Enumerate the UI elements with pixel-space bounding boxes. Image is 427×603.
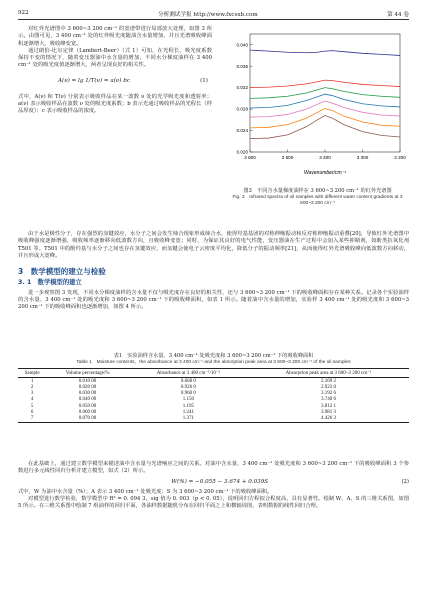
x-tick-label: 3 300 — [356, 155, 369, 160]
y-tick-label: 0.020 — [236, 149, 248, 155]
table-header-cell: Absorbance at 3 400 cm⁻¹/10⁻² — [129, 369, 248, 378]
figure-caption-cn: 图3 不同含水量梯度油样在 3 600~3 200 cm⁻¹ 的红外光谱图 — [243, 188, 392, 194]
equation-body: A(ν) = lg 1/T(ν) = a(ν) bc — [58, 78, 130, 85]
table-cell: 0.960 0 — [180, 391, 196, 397]
paragraph: 对模型进行数学检验，数学模型中 R² = 0. 094 3，sig 值为 0. 003（p < 0. 05），说明回归方程拟合程度高，具有显著性。绘制 W、A、S 的三维关系图，如图 5 所示。在三维关系图中绘制 7 组油样的回归平面，各油样数据随机分布在回归平面之上和横轴周围，表明数据的线性回归合理。 — [18, 496, 409, 510]
table-header-cell: Volume percentage/% — [46, 369, 129, 378]
page-header — [18, 10, 409, 20]
table-cell: 3.192 6 — [320, 391, 336, 397]
journal-name: 分析测试学报 http://www.fxcsxb.com — [158, 12, 258, 18]
volume-label: 第 44 卷 — [387, 12, 409, 18]
series-line-3 — [250, 88, 400, 99]
table-cell: 3.812 1 — [320, 403, 336, 409]
table-cell: 1.195 — [182, 403, 195, 409]
table-cell: 0.020 00 — [78, 384, 97, 390]
table-cell: 1.371 — [182, 415, 195, 421]
body-text — [18, 231, 409, 312]
table-title-cn: 表1 实验油样含水量、3 400 cm⁻¹ 处吸光度和 3 600~3 200 cm⁻¹ 下的吸收峰面积 — [113, 353, 314, 359]
table-header-cell: Sample — [18, 369, 46, 378]
table-row — [18, 415, 409, 422]
table-cell: 3.981 3 — [320, 409, 336, 415]
paragraph: 对红外光谱图中 3 600~3 200 cm⁻¹ 的宽谱带进行局部放大处理，如图 3 所示。由图可见，3 400 cm⁻¹ 处的红外吸光度随油含水量增加，并且光谱吸收峰面积逐渐增大，吸收峰变宽。 — [18, 26, 212, 47]
page-number: 922 — [18, 10, 29, 16]
x-axis-label: Wavenumber/cm⁻¹ — [303, 170, 347, 176]
table-cell: 3.740 6 — [320, 397, 336, 403]
table-1 — [18, 353, 409, 423]
table-cell: 0.668 0 — [180, 378, 196, 384]
table-cell: 3 — [30, 391, 34, 397]
spectrum-chart — [226, 30, 409, 180]
series-line-2 — [250, 80, 400, 88]
table-row — [18, 378, 409, 385]
x-tick-label: 3 400 — [319, 155, 331, 160]
table-cell: 2 — [30, 384, 34, 390]
x-tick-label: 3 600 — [244, 155, 256, 160]
table-cell: 7 — [30, 415, 34, 421]
body-text-lower — [18, 461, 409, 511]
series-line-6 — [250, 109, 400, 128]
data-table — [18, 368, 409, 422]
equation-number: (2) — [401, 478, 409, 485]
table-cell: 2.169 2 — [320, 378, 336, 384]
paragraph: 由于水是极性分子，存在强烈的氢键效应，水分子之间会发生缔合现象形成缔合水，使得羟基基团的对称伸缩振动和反对称伸缩振动重叠[20]，导致红外光谱图中吸收峰强度逐渐增强，吸收频率逐渐移向低波数方向，且吸收峰变宽；同时，为保证其良好的电气性能，变压器油在生产过程中会加入某些抑制剂，如酚类抗氧化剂 T501 等。T501 中的酚羟基与水分子之间也存在氢键效应，而氢键会使电子云密度平均化，降低分子的振动频率[21]，从而使得红外光谱吸收峰向低波数方向移动，并且形成大宽峰。 — [18, 231, 409, 259]
y-tick-label: 0.024 — [236, 128, 248, 134]
table-cell: 0.050 00 — [78, 403, 97, 409]
subsection-heading: 3. 1 数学模型的建立 — [18, 279, 82, 287]
table-cell: 0.060 00 — [78, 409, 97, 415]
equation-1 — [18, 70, 212, 94]
table-cell: 5 — [30, 403, 34, 409]
table-cell: 1 — [30, 378, 34, 384]
table-cell: 0.070 00 — [78, 415, 97, 421]
equation-2 — [18, 479, 409, 486]
table-title-en: Table 1 Moisture contents，the absorbance at 3 400 cm⁻¹ and the absorption peak area at 3 600~3 200 cm⁻¹ of the oil samples — [76, 360, 351, 365]
table-cell: 0.010 00 — [78, 378, 97, 384]
paragraph: 进一步观察图 3 发现，不同水分梯度油样的含水量不仅与吸光度存在良好的相关性，还与 3 600~3 200 cm⁻¹ 下的吸收峰面积存在某种关系。记录各个实验油样的含水量、3 400 cm⁻¹ 处的吸光度和 3 600~3 200 cm⁻¹ 下的吸收峰面积，如表 1 所示。随着油中含水量的增加，实验样 3 400 cm⁻¹ 处的吸光度和 3 600~3 200 cm⁻¹ 下的吸收峰面积也逐渐增加，如图 4 所示。 — [18, 289, 409, 311]
equation-body: W(%) = −0.055 − 3.674 + 0.039S — [171, 478, 269, 485]
series-line-1 — [250, 50, 400, 55]
table-cell: 4.426 3 — [320, 415, 336, 421]
table-cell: 4 — [30, 397, 34, 403]
y-tick-label: 0.040 — [236, 42, 248, 48]
equation-number: (1) — [200, 78, 208, 85]
figure-3 — [226, 30, 409, 226]
figure-caption-en: Fig. 3 Infrared spectra of oil samples with different water content gradients at 3 600~3 200 cm⁻¹ — [232, 195, 403, 207]
table-cell: 6 — [30, 409, 34, 415]
y-tick-label: 0.032 — [236, 85, 248, 91]
paragraph: 式中，W 为油中水含量（%）；A 表示 3 400 cm⁻¹ 处吸光度；S 为 3 600~3 200 cm⁻¹ 下的吸收峰面积。 — [18, 488, 273, 495]
series-line-5 — [250, 101, 400, 117]
paragraph: 式中，A(ν) 和 T(ν) 分别表示吸收样品在某一波数 ν 处的光学吸光度和透射率；a(ν) 表示吸收样品在波数 ν 处的吸光度系数；b 表示光通过吸收样品的光程长（样品厚度）；c 表示吸收样品的浓度。 — [18, 93, 212, 115]
y-tick-label: 0.036 — [236, 63, 248, 69]
table-header-cell: Absorption peak area at 3 600~3 200 cm⁻¹ — [248, 369, 409, 378]
left-column — [18, 26, 212, 116]
table-cell: 0.030 00 — [78, 391, 97, 397]
paragraph: 在此基础上，通过建立数学模型来描述油中含水量与光谱响应之间的关系。对油中含水量、3 400 cm⁻¹ 处吸光度和 3 600~3 200 cm⁻¹ 下的吸收峰面积 3 个参数进行多元线性回归分析并建立模型，如式（2）所示。 — [18, 461, 409, 475]
table-cell: 1.150 — [182, 397, 195, 403]
x-tick-label: 3 500 — [281, 155, 294, 160]
table-cell: 0.040 00 — [78, 397, 97, 403]
x-tick-label: 3 200 — [394, 155, 406, 160]
table-cell: 2.923 0 — [320, 384, 336, 390]
section-heading: 3 数学模型的建立与检验 — [18, 267, 106, 277]
paragraph: 通过朗伯-比尔定律（Lambert-Beer）（式 1）可知，在光程长、吸光度系数保持不变的情况下，随着变压器油中水含量的增加，不同水分梯度油样在 3 400 cm⁻¹ 处的吸光度值逐渐增大，两者呈现良好的相关性。 — [18, 47, 212, 69]
table-cell: 1.241 — [182, 409, 195, 415]
y-tick-label: 0.028 — [236, 106, 248, 112]
table-cell: 0.926 0 — [180, 384, 196, 390]
